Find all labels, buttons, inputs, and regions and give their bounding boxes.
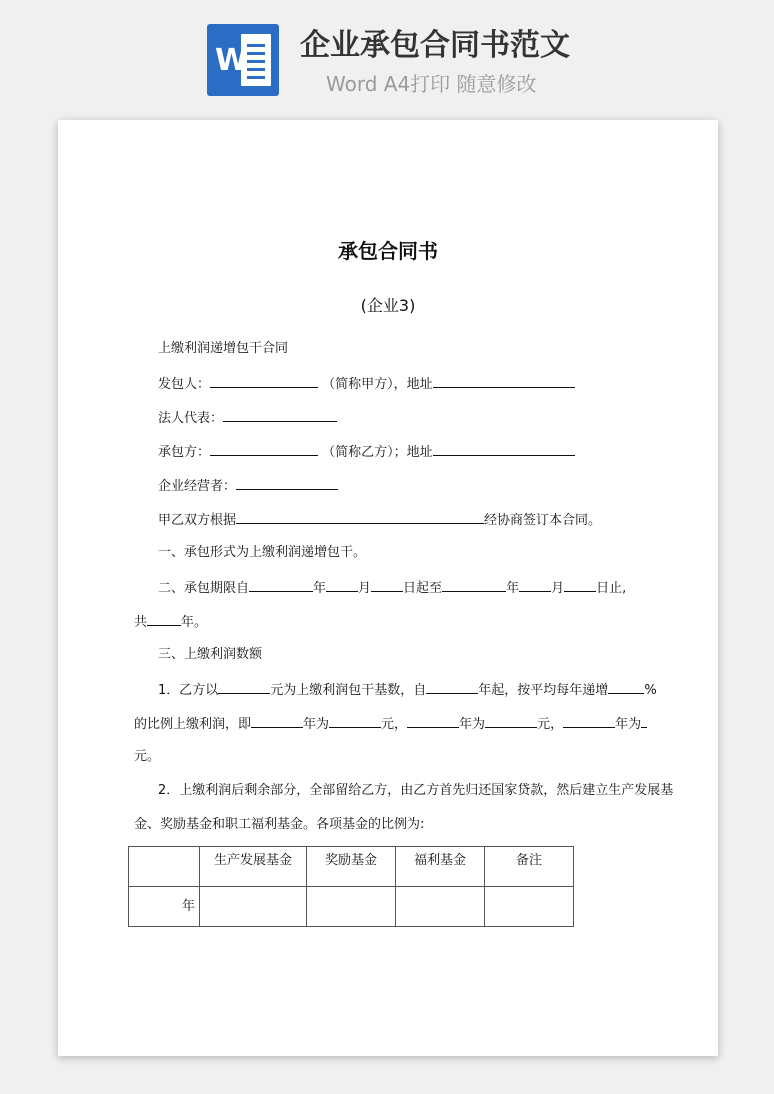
contractee-line <box>158 441 575 463</box>
start-month-unit: 月 <box>358 581 372 596</box>
item-1-line-a <box>158 679 657 701</box>
table-cell[interactable] <box>200 887 307 927</box>
basis-suffix: 经协商签订本合同。 <box>484 513 602 528</box>
basis-blank[interactable] <box>236 509 484 524</box>
legal-rep-line <box>158 407 337 429</box>
operator-blank[interactable] <box>236 475 338 490</box>
amount-2-unit: 元， <box>537 717 564 732</box>
operator-label: 企业经营者： <box>158 479 237 494</box>
percent-sign: % <box>644 683 657 698</box>
table-header-cell: 生产发展基金 <box>200 847 307 887</box>
clause-3: 三、上缴利润数额 <box>158 647 263 662</box>
contract-type: 上缴利润递增包干合同 <box>158 341 289 356</box>
increase-rate-blank[interactable] <box>608 679 644 694</box>
legal-rep-label: 法人代表： <box>158 411 224 426</box>
clause-2-line <box>158 577 626 599</box>
item-1-increase-text: 年起，按平均每年递增 <box>478 683 609 698</box>
contractee-blank[interactable] <box>210 441 318 456</box>
total-label: 共 <box>134 615 148 630</box>
table-row-label: 年 <box>129 887 200 927</box>
contractee-address-blank[interactable] <box>433 441 575 456</box>
document-page <box>58 120 718 1056</box>
year-3-unit: 年为 <box>615 717 642 732</box>
legal-rep-blank[interactable] <box>223 407 337 422</box>
table-row <box>129 887 574 927</box>
document-title: 承包合同书 <box>338 239 438 263</box>
contractor-alias: （简称甲方），地址 <box>322 377 433 392</box>
amount-1-unit: 元， <box>381 717 408 732</box>
table-header-cell: 奖励基金 <box>307 847 396 887</box>
contractor-label: 发包人： <box>158 377 211 392</box>
contractee-alias: （简称乙方）；地址 <box>322 445 433 460</box>
contractor-address-blank[interactable] <box>433 373 575 388</box>
contractor-blank[interactable] <box>210 373 318 388</box>
document-subtitle: (企业3) <box>360 296 416 315</box>
base-amount-blank[interactable] <box>218 679 270 694</box>
end-year-blank[interactable] <box>442 577 506 592</box>
end-day-unit: 日止, <box>596 581 627 596</box>
year-1-unit: 年为 <box>303 717 330 732</box>
fund-ratio-table <box>128 846 574 927</box>
table-header-row <box>129 847 574 887</box>
amount-1-blank[interactable] <box>329 713 381 728</box>
start-year-unit: 年 <box>313 581 327 596</box>
total-years-blank[interactable] <box>147 611 181 626</box>
year-2-unit: 年为 <box>459 717 486 732</box>
item-1-line-c: 元。 <box>134 749 161 764</box>
clause-2-total-line <box>134 611 207 633</box>
item-1-ratio-text: 的比例上缴利润，即 <box>134 717 252 732</box>
item-2-line-b: 金、奖励基金和职工福利基金。各项基金的比例为: <box>134 817 425 832</box>
start-year-blank[interactable] <box>249 577 313 592</box>
amount-2-blank[interactable] <box>485 713 537 728</box>
start-day-unit: 日起至 <box>403 581 443 596</box>
item-1-base-text: 元为上缴利润包干基数，自 <box>270 683 427 698</box>
clause-1: 一、承包形式为上缴利润递增包干。 <box>158 545 367 560</box>
table-cell[interactable] <box>307 887 396 927</box>
item-2-line-a: 2．上缴利润后剩余部分，全部留给乙方，由乙方首先归还国家贷款，然后建立生产发展基 <box>158 783 674 798</box>
clause-2-label: 二、承包期限自 <box>158 581 250 596</box>
start-day-blank[interactable] <box>371 577 403 592</box>
total-years-unit: 年。 <box>181 615 208 630</box>
table-header-cell <box>129 847 200 887</box>
basis-line <box>158 509 601 531</box>
amount-3-blank[interactable] <box>641 713 647 728</box>
end-month-blank[interactable] <box>519 577 551 592</box>
word-letter: W <box>215 43 249 78</box>
word-document-icon <box>207 24 279 96</box>
header-title: 企业承包合同书范文 <box>300 28 570 63</box>
end-month-unit: 月 <box>551 581 565 596</box>
table-cell[interactable] <box>485 887 574 927</box>
header <box>0 0 774 110</box>
item-1-label: 1．乙方以 <box>158 683 219 698</box>
year-3-blank[interactable] <box>563 713 615 728</box>
start-year-profit-blank[interactable] <box>426 679 478 694</box>
table-header-cell: 福利基金 <box>396 847 485 887</box>
contractor-line <box>158 373 575 395</box>
start-month-blank[interactable] <box>326 577 358 592</box>
header-subtitle: Word A4打印 随意修改 <box>326 72 537 96</box>
year-2-blank[interactable] <box>407 713 459 728</box>
year-1-blank[interactable] <box>251 713 303 728</box>
basis-prefix: 甲乙双方根据 <box>158 513 237 528</box>
contractee-label: 承包方： <box>158 445 211 460</box>
end-day-blank[interactable] <box>564 577 596 592</box>
table-header-cell: 备注 <box>485 847 574 887</box>
item-1-line-b <box>134 713 647 735</box>
operator-line <box>158 475 338 497</box>
table-cell[interactable] <box>396 887 485 927</box>
end-year-unit: 年 <box>506 581 520 596</box>
